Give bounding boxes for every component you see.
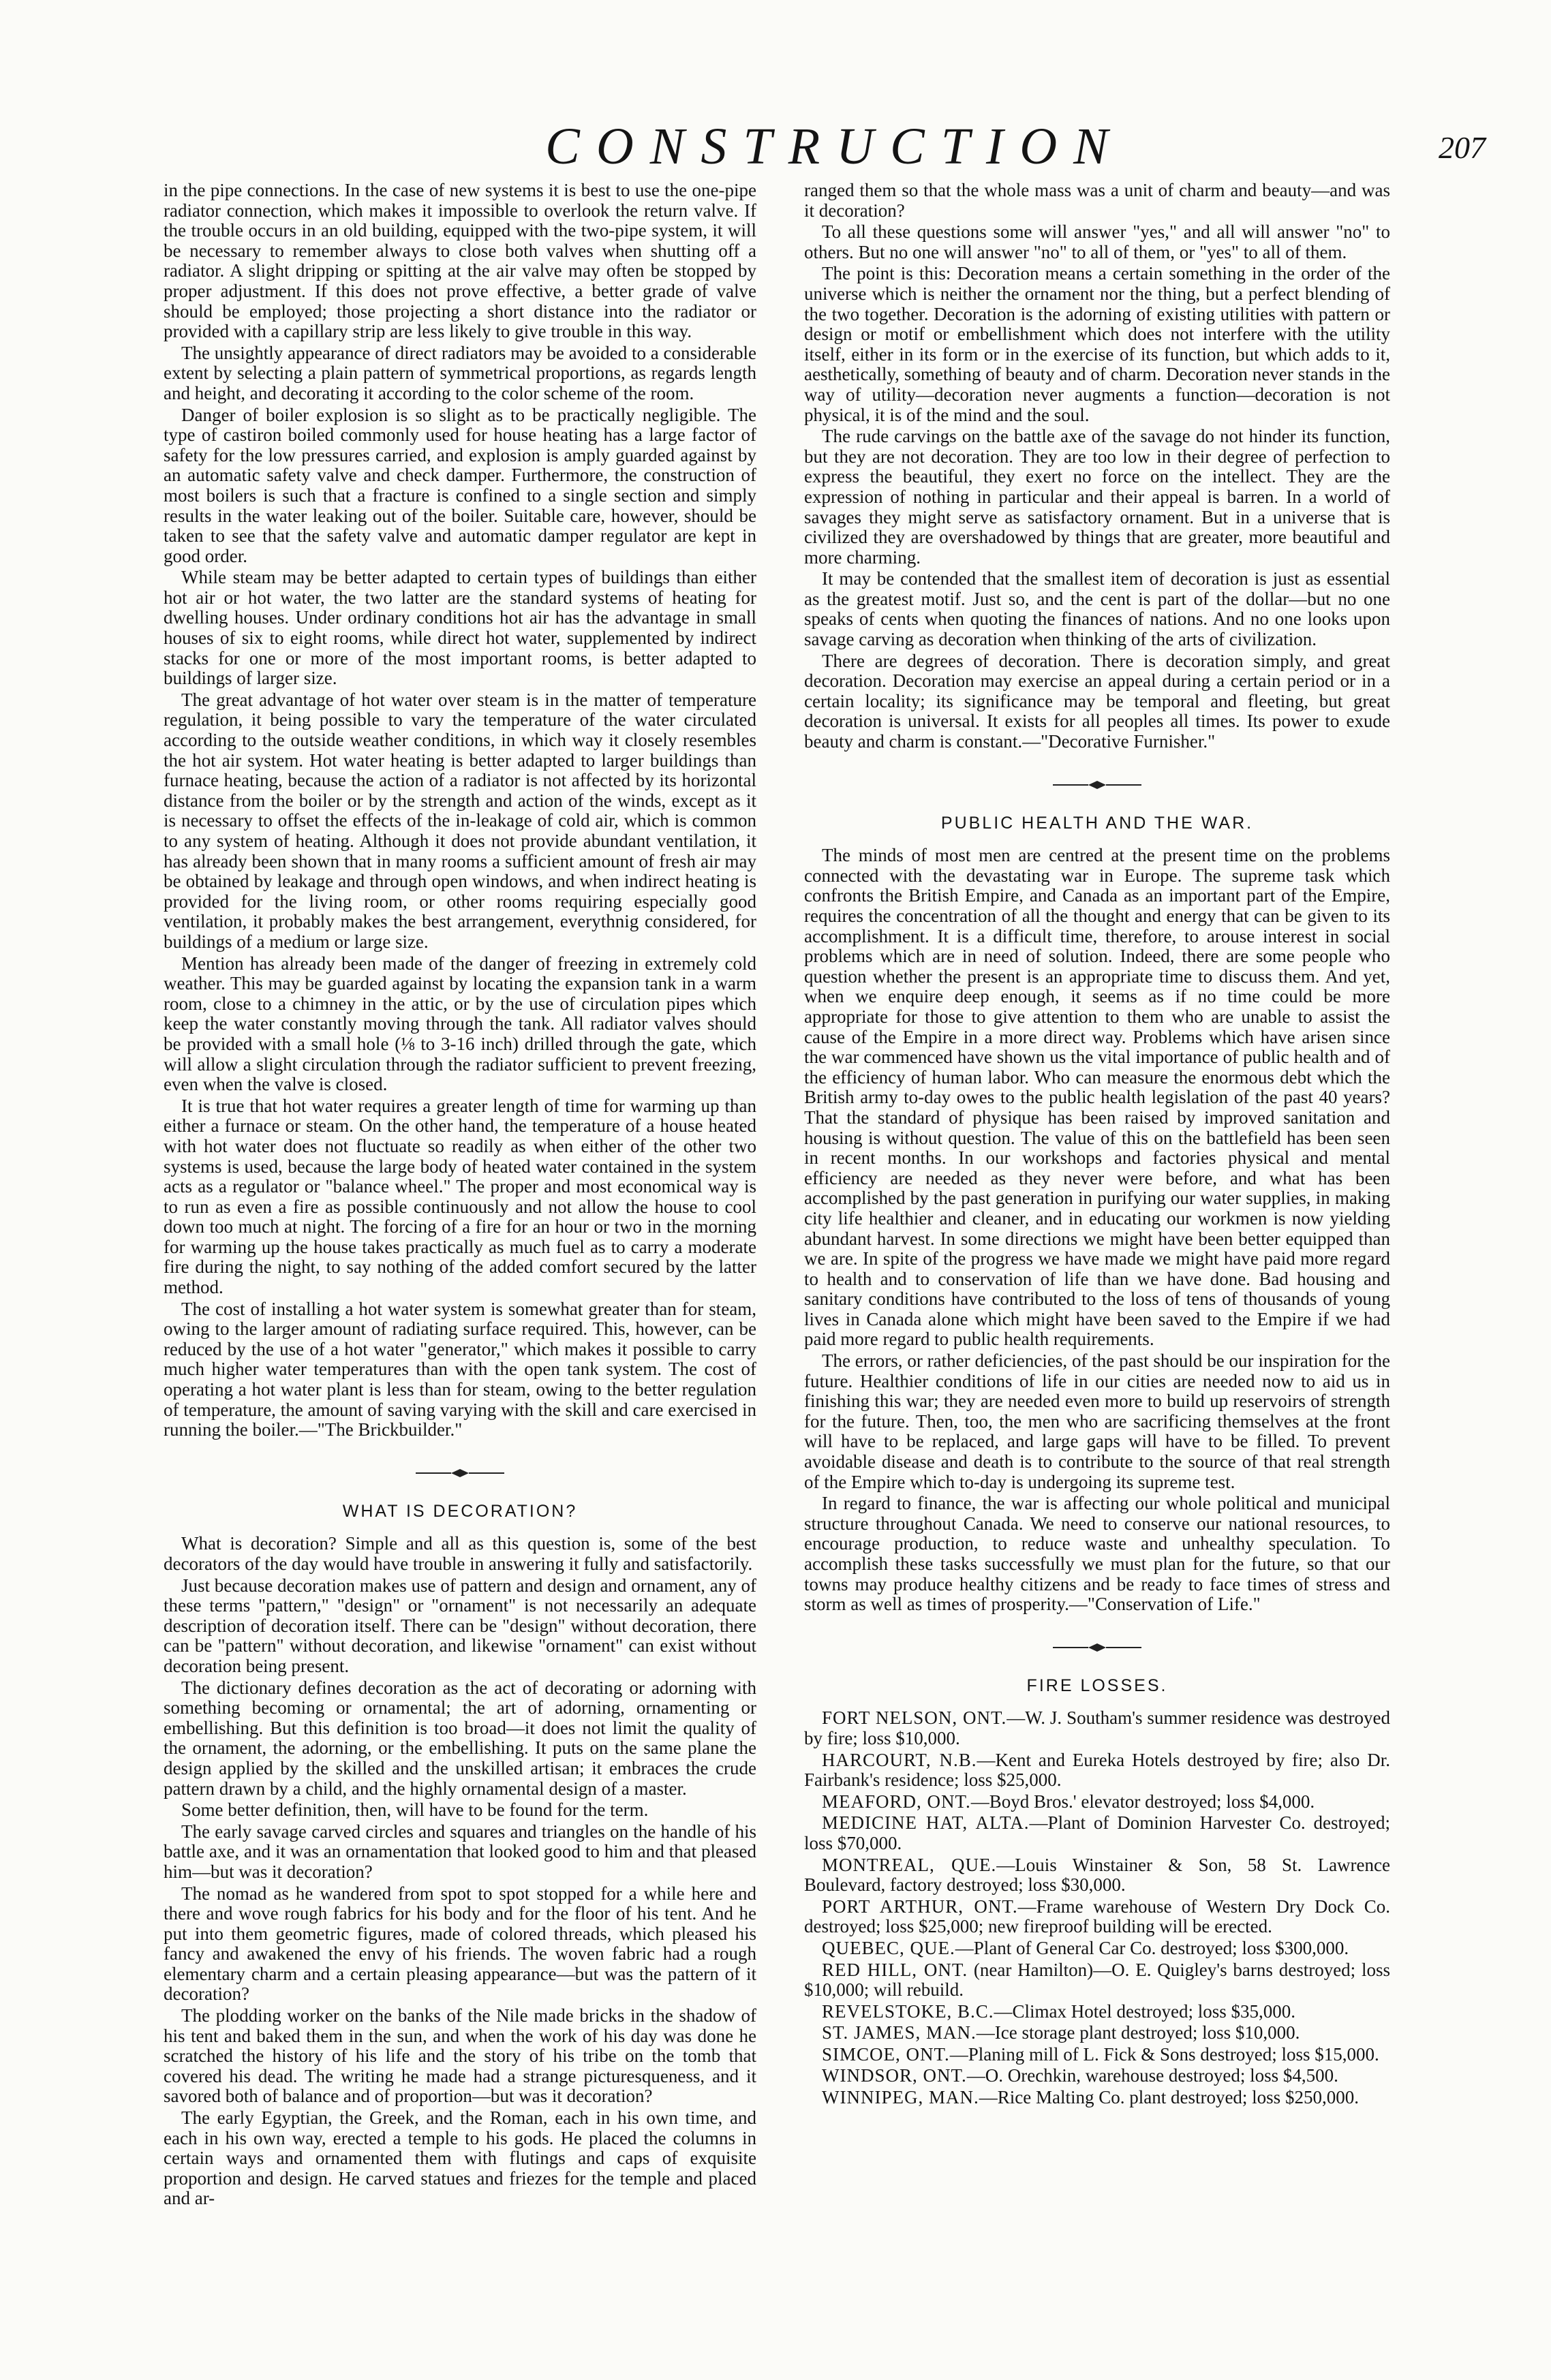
fire-loss-detail: —Plant of Dominion Harvester Co. destroyed; loss $70,000.	[804, 1812, 1390, 1853]
section-divider-ornament	[1053, 1642, 1141, 1653]
decoration-paragraph: Some better definition, then, will have to be found for the term.	[181, 1799, 649, 1821]
decoration-paragraph: The rude carvings on the battle axe of the savage do not hinder its function, but they are not decoration. They are too low in their degree of perfection to express the beautiful, they exert no force on the intellect. They are the expression of nothing in particular and their appeal is barren. In a world of savages they might serve as satisfactory ornament. But in a universe that is civilized they are overshadowed by things that are greater, more beautiful and more charming.	[804, 426, 1390, 568]
fire-loss-entry	[804, 2088, 1390, 2108]
fire-losses-list	[804, 1708, 1390, 2107]
fire-loss-place: FORT NELSON, ONT.	[822, 1707, 1007, 1729]
heating-paragraph: The great advantage of hot water over steam is in the matter of temperature regulation, it being possible to vary the temperature of the water circulated according to the outside weather conditions, in which way it closely resembles the hot air system. Hot water heating is better adapted to larger buildings than furnace heating, because the action of a radiator is not affected by its horizontal distance from the boiler or by the strength and action of the winds, except as it is necessary to offset the effects of the in-leakage of cold air, which is common to any system of heating. Although it does not provide abundant ventilation, it has already been shown that in many rooms a sufficient amount of fresh air may be obtained by leakage and through open windows, and when indirect heating is provided for the living room, or other rooms requiring especially good ventilation, it probably makes the best arrangement, everythnig considered, for buildings of a medium or large size.	[164, 689, 756, 952]
decoration-paragraph: The nomad as he wandered from spot to spot stopped for a while here and there and wove rough fabrics for his body and for the floor of his tent. And he put into them geometric figures, made of colored threads, which pleased his fancy and awakened the envy of his friends. The woven fabric had a rough elementary charm and a certain pleasing appearance—but was the pattern of it decoration?	[164, 1883, 756, 2005]
fire-loss-place: MEAFORD, ONT.	[822, 1791, 971, 1812]
fire-loss-detail: —Rice Malting Co. plant destroyed; loss $250,000.	[979, 2087, 1359, 2108]
decoration-paragraph: The dictionary defines decoration as the act of decorating or adorning with something becoming or ornamental; the art of adorning, ornamenting or embellishing. But this definition is too broad—it does not limit the quality of the ornament, the adorning, or the embellishing. It puts on the same plane the design applied by the skilled and the unskilled artisan; it embraces the crude pattern drawn by a child, and the highly ornamental design of a master.	[164, 1677, 756, 1799]
heating-paragraph: in the pipe connections. In the case of new systems it is best to use the one-pipe radiator connection, which makes it impossible to overlook the return valve. If the trouble occurs in an old building, equipped with the two-pipe system, it will be necessary to remember always to close both valves when shutting off a radiator. A slight dripping or spitting at the air valve may often be stopped by proper adjustment. If this does not prove effective, a better grade of valve should be employed; those projecting a short distance into the radiator or provided with a capillary strip are less likely to give trouble in this way.	[164, 181, 756, 342]
heating-paragraph: The cost of installing a hot water system is somewhat greater than for steam, owing to the larger amount of radiating surface required. This, however, can be reduced by the use of a hot water "generator," which makes it possible to carry much higher water temperatures than with the open tank system. The cost of operating a hot water plant is less than for steam, owing to the better regulation of temperature, the amount of saving varying with the skill and care exercised in running the boiler.—"The Brickbuilder."	[164, 1298, 756, 1440]
heating-paragraph: Mention has already been made of the danger of freezing in extremely cold weather. This may be guarded against by locating the expansion tank in a warm room, close to a chimney in the attic, or by the use of circulation pipes which keep the water constantly moving through the tank. All radiator valves should be provided with a small hole (⅛ to 3-16 inch) drilled through the gate, which will allow a slight circulation through the radiator sufficient to prevent freezing, even when the valve is closed.	[164, 953, 756, 1095]
decoration-paragraph: There are degrees of decoration. There is decoration simply, and great decoration. Decoration may exercise an appeal during a certain period or in a certain locality; its significance may be temporal and fleeting, but great decoration is universal. It exists for all peoples all times. Its power to exude beauty and charm is constant.—"Decorative Furnisher."	[804, 650, 1390, 752]
public-health-section-title: PUBLIC HEALTH AND THE WAR.	[940, 813, 1254, 833]
heating-paragraph: While steam may be better adapted to certain types of buildings than either hot air or hot water, the two latter are the standard systems of heating for dwelling houses. Under ordinary conditions hot air has the advantage in small houses of six to eight rooms, while direct hot water, supplemented by indirect stacks for one or more of the most important rooms, is better adapted to buildings of larger size.	[164, 567, 756, 689]
fire-loss-detail: —Kent and Eureka Hotels destroyed by fire; also Dr. Fairbank's residence; loss $25,000.	[804, 1749, 1390, 1791]
fire-loss-detail: —Frame warehouse of Western Dry Dock Co. destroyed; loss $25,000; new fireproof building will be erected.	[804, 1896, 1390, 1937]
fire-loss-entry	[804, 1960, 1390, 2000]
journal-title: CONSTRUCTION	[545, 118, 1124, 175]
decoration-paragraph: ranged them so that the whole mass was a unit of charm and beauty—and was it decoration?	[804, 181, 1390, 221]
decoration-paragraph: Just because decoration makes use of pattern and design and ornament, any of these terms "pattern," "design" or "ornament" is not necessarily an adequate description of decoration itself. There can be "design" without decoration, there can be "pattern" without decoration, and likewise "ornament" can exist without decoration being present.	[164, 1575, 756, 1676]
fire-loss-place: HARCOURT, N.B.	[822, 1749, 977, 1770]
fire-loss-place: WINNIPEG, MAN.	[822, 2087, 979, 2108]
fire-loss-place: QUEBEC, QUE.	[822, 1937, 955, 1958]
fire-loss-place: WINDSOR, ONT.	[822, 2065, 967, 2086]
decoration-paragraph: It may be contended that the smallest item of decoration is just as essential as the greatest motif. Just so, and the cent is part of the dollar—but no one speaks of cents when quoting the finances of nations. And no one looks upon savage carving as decoration when thinking of the arts of civilization.	[804, 568, 1390, 650]
fire-loss-entry	[804, 1792, 1390, 1812]
fire-loss-place: REVELSTOKE, B.C.	[822, 2000, 994, 2022]
health-paragraph: In regard to finance, the war is affecting our whole political and municipal structure throughout Canada. We need to conserve our national resources, to encourage production, to reduce waste and unhealthy speculation. To accomplish these tasks successfully we must plan for the future, so that our towns may produce healthy citizens and be ready to face times of stress and storm as well as times of prosperity.—"Conservation of Life."	[804, 1493, 1390, 1615]
fire-loss-place: RED HILL, ONT.	[822, 1959, 968, 1980]
fire-loss-place: MEDICINE HAT, ALTA.	[822, 1812, 1030, 1834]
fire-loss-entry	[804, 1897, 1390, 1937]
decoration-paragraph: The point is this: Decoration means a certain something in the order of the universe which is neither the ornament nor the thing, but a perfect blending of the two together. Decoration is the adorning of existing utilities with pattern or design or motif or embellishment which does not interfere with the utility itself, either in its form or in the exercise of its function, but which adds to it, aesthetically, something of beauty and of charm. Decoration never stands in the way of utility—decoration never augments a function—decoration is not physical, it is of the mind and the soul.	[804, 263, 1390, 425]
decoration-section-title: WHAT IS DECORATION?	[342, 1501, 578, 1521]
decoration-paragraph: What is decoration? Simple and all as this question is, some of the best decorators of the day would have trouble in answering it fully and satisfactorily.	[164, 1533, 756, 1574]
fire-loss-entry	[804, 2002, 1390, 2022]
fire-loss-detail: —Climax Hotel destroyed; loss $35,000.	[994, 2000, 1295, 2022]
fire-loss-detail: —O. Orechkin, warehouse destroyed; loss $4,500.	[966, 2065, 1338, 2086]
fire-loss-detail: —W. J. Southam's summer residence was destroyed by fire; loss $10,000.	[804, 1707, 1390, 1748]
fire-loss-entry	[804, 2023, 1390, 2043]
heating-paragraph: The unsightly appearance of direct radiators may be avoided to a considerable extent by selecting a plain pattern of symmetrical proportions, as regards length and height, and decorating it according to the color scheme of the room.	[164, 342, 756, 403]
heating-paragraph: It is true that hot water requires a greater length of time for warming up than either a furnace or steam. On the other hand, the temperature of a house heated with hot water does not fluctuate so readily as when either of the other two systems is used, because the large body of heated water contained in the system acts as a regulator or "balance wheel." The proper and most economical way is to run as even a fire as possible continuously and not allow the house to cool down too much at night. The forcing of a fire for an hour or two in the morning for warming up the house takes practically as much fuel as to carry a moderate fire during the night, to say nothing of the added comfort secured by the latter method.	[164, 1095, 756, 1298]
decoration-paragraph: The early Egyptian, the Greek, and the Roman, each in his own time, and each in his own way, erected a temple to his gods. He placed the columns in certain ways and ornamented them with flutings and caps of exquisite proportion and design. He carved statues and friezes for the temple and placed and ar-	[164, 2107, 756, 2209]
fire-loss-entry	[804, 2045, 1390, 2065]
fire-loss-detail: (near Hamilton)—O. E. Quigley's barns destroyed; loss $10,000; will rebuild.	[804, 1959, 1390, 2000]
section-divider-ornament	[1053, 779, 1141, 790]
fire-loss-detail: —Planing mill of L. Fick & Sons destroyed; loss $15,000.	[949, 2043, 1379, 2065]
section-divider-ornament	[416, 1468, 504, 1479]
fire-loss-place: ST. JAMES, MAN.	[822, 2022, 977, 2043]
health-paragraph: The minds of most men are centred at the present time on the problems connected with the devastating war in Europe. The supreme task which confronts the British Empire, and Canada as an important part of the Empire, requires the concentration of all the thought and energy that can be given to its accomplishment. It is a difficult time, therefore, to arouse interest in social problems which are in need of solution. Indeed, there are some people who question whether the present is an appropriate time to discuss them. And yet, when we enquire deep enough, it seems as if no time could be more appropriate for those to give attention to them who are unable to assist the cause of the Empire in a more direct way. Problems which have arisen since the war commenced have shown us the vital importance of public health and of the efficiency of human labor. Who can measure the enormous debt which the British army to-day owes to the public health legislation of the past 40 years? That the standard of physique has been raised by improved sanitation and housing is without question. The value of this on the battlefield has been seen in recent months. In our workshops and factories physical and mental efficiency are needed as they never were before, and what has been accomplished by the past generation in purifying our water supplies, in making city life healthier and cleaner, and in educating our workmen is now yielding abundant harvest. In some directions we might have been better equipped than we are. In spite of the progress we have made we might have paid more regard to health and to conservation of life than we have done. Bad housing and sanitary conditions have contributed to the loss of tens of thousands of young lives in Canada alone which might have been saved to the Empire if we had paid more regard to public health requirements.	[804, 845, 1390, 1350]
fire-loss-entry	[804, 1750, 1390, 1791]
fire-loss-place: SIMCOE, ONT.	[822, 2043, 950, 2065]
fire-loss-detail: —Louis Winstainer & Son, 58 St. Lawrence Boulevard, factory destroyed; loss $30,000.	[804, 1854, 1390, 1896]
fire-loss-entry	[804, 1708, 1390, 1748]
fire-loss-entry	[804, 1938, 1390, 1959]
page-header	[184, 116, 1486, 177]
health-paragraph: The errors, or rather deficiencies, of the past should be our inspiration for the future. Healthier conditions of life in our cities are needed now to aid us in finishing this war; they are needed even more to build up reservoirs of strength for the future. Then, too, the men who are sacrificing themselves at the front will have to be replaced, and large gaps will have to be filled. To prevent avoidable disease and death is to contribute to the source of that real strength of the Empire which to-day is undergoing its supreme test.	[804, 1350, 1390, 1492]
fire-loss-place: MONTREAL, QUE.	[822, 1854, 997, 1875]
decoration-paragraph: To all these questions some will answer "yes," and all will answer "no" to others. But no one will answer "no" to all of them, or "yes" to all of them.	[804, 221, 1390, 262]
fire-loss-entry	[804, 2066, 1390, 2086]
fire-loss-detail: —Plant of General Car Co. destroyed; loss $300,000.	[955, 1937, 1349, 1958]
fire-losses-section-title: FIRE LOSSES.	[1026, 1675, 1168, 1695]
fire-loss-entry	[804, 1855, 1390, 1896]
heating-paragraph: Danger of boiler explosion is so slight as to be practically negligible. The type of castiron boiled commonly used for house heating has a large factor of safety for the low pressures carried, and explosion is amply guarded against by an automatic safety valve and check damper. Furthermore, the construction of most boilers is such that a fracture is confined to a single section and simply results in the water leaking out of the boiler. Suitable care, however, should be taken to see that the safety valve and automatic damper regulator are kept in good order.	[164, 404, 756, 566]
decoration-paragraph: The plodding worker on the banks of the Nile made bricks in the shadow of his tent and baked them in the sun, and when the work of his day was done he scratched the history of his life and the story of his tribe on the tomb that covered his dead. The writing he made had a strange picturesqueness, and it savored both of balance and of proportion—but was it decoration?	[164, 2005, 756, 2107]
fire-loss-place: PORT ARTHUR, ONT.	[822, 1896, 1018, 1917]
left-column	[164, 181, 756, 2340]
right-column	[804, 181, 1390, 2340]
fire-loss-entry	[804, 1813, 1390, 1853]
page-number: 207	[1439, 130, 1486, 165]
fire-loss-detail: —Ice storage plant destroyed; loss $10,000.	[976, 2022, 1300, 2043]
decoration-paragraph: The early savage carved circles and squares and triangles on the handle of his battle axe, and it was an ornamentation that looked good to him and that pleased him—but was it decoration?	[164, 1821, 756, 1882]
fire-loss-detail: —Boyd Bros.' elevator destroyed; loss $4,000.	[970, 1791, 1315, 1812]
